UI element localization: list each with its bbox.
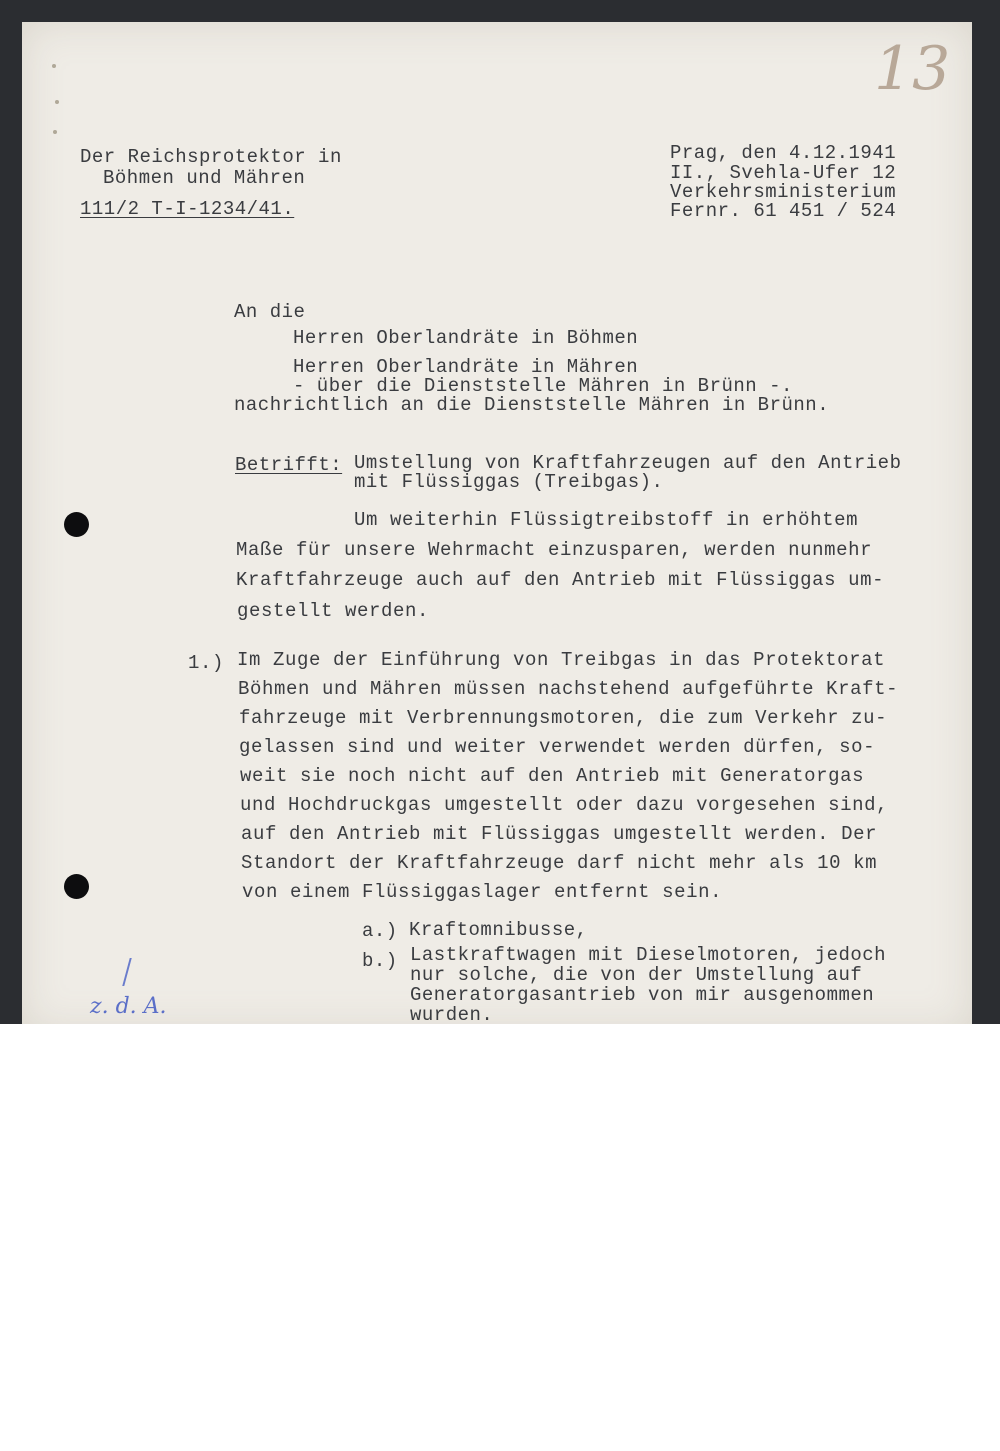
punch-hole [64, 874, 89, 899]
section-line: fahrzeuge mit Verbrennungsmotoren, die zum Verkehr zu- [239, 707, 888, 729]
staple-mark [53, 130, 57, 134]
header-phone: Fernr. 61 451 / 524 [670, 200, 897, 222]
section-line: Im Zuge der Einführung von Treibgas in das Protektorat [237, 649, 886, 671]
sender-line-2: Böhmen und Mähren [103, 167, 306, 189]
subject-line-1: Umstellung von Kraftfahrzeugen auf den Antrieb [354, 452, 902, 474]
margin-note: z. d. A. [90, 994, 167, 1019]
section-line: gelassen sind und weiter verwendet werden dürfen, so- [239, 736, 876, 758]
subject-line-2: mit Flüssiggas (Treibgas). [354, 471, 664, 493]
section-line: weit sie noch nicht auf den Antrieb mit Generatorgas [240, 765, 865, 787]
item-b-line: nur solche, die von der Umstellung auf [410, 964, 863, 986]
header-date: Prag, den 4.12.1941 [670, 142, 897, 164]
page-number-mark: 13 [874, 34, 951, 104]
recipient-line-1: Herren Oberlandräte in Böhmen [293, 327, 639, 349]
item-b-line: wurden. [410, 1004, 494, 1024]
item-a-line: Kraftomnibusse, [409, 919, 588, 941]
recipients-intro: An die [234, 301, 306, 323]
section-line: und Hochdruckgas umgestellt oder dazu vorgesehen sind, [240, 794, 889, 816]
header-ministry: Verkehrsministerium [670, 181, 897, 203]
item-b-line: Generatorgasantrieb von mir ausgenommen [410, 984, 875, 1006]
header-address: II., Svehla-Ufer 12 [670, 162, 897, 184]
section-line: Standort der Kraftfahrzeuge darf nicht mehr als 10 km [241, 852, 878, 874]
intro-line-3: Kraftfahrzeuge auch auf den Antrieb mit Flüssiggas um- [236, 569, 885, 591]
sender-reference: 111/2 T-I-1234/41. [80, 198, 295, 220]
intro-line-1: Um weiterhin Flüssigtreibstoff in erhöhtem [354, 509, 859, 531]
recipient-line-3: - über die Dienststelle Mähren in Brünn -. [293, 375, 793, 397]
paper-sheet [22, 22, 972, 1024]
section-number: 1.) [188, 652, 225, 674]
section-line: von einem Flüssiggaslager entfernt sein. [242, 881, 723, 903]
section-line: Böhmen und Mähren müssen nachstehend aufgeführte Kraft- [238, 678, 899, 700]
punch-hole [64, 512, 89, 537]
subject-label: Betrifft: [235, 454, 343, 476]
section-line: auf den Antrieb mit Flüssiggas umgestellt werden. Der [241, 823, 878, 845]
staple-mark [55, 100, 59, 104]
item-label-b: b.) [362, 950, 398, 972]
recipient-line-4: nachrichtlich an die Dienststelle Mähren in Brünn. [234, 394, 830, 416]
intro-line-2: Maße für unsere Wehrmacht einzusparen, werden nunmehr [236, 539, 873, 561]
item-b-line: Lastkraftwagen mit Dieselmotoren, jedoch [410, 944, 887, 966]
sender-line-1: Der Reichsprotektor in [80, 146, 342, 168]
item-label-a: a.) [362, 920, 398, 942]
staple-mark [52, 64, 56, 68]
intro-line-4: gestellt werden. [237, 600, 430, 622]
handwritten-mark [122, 958, 148, 986]
recipient-line-2: Herren Oberlandräte in Mähren [293, 356, 639, 378]
